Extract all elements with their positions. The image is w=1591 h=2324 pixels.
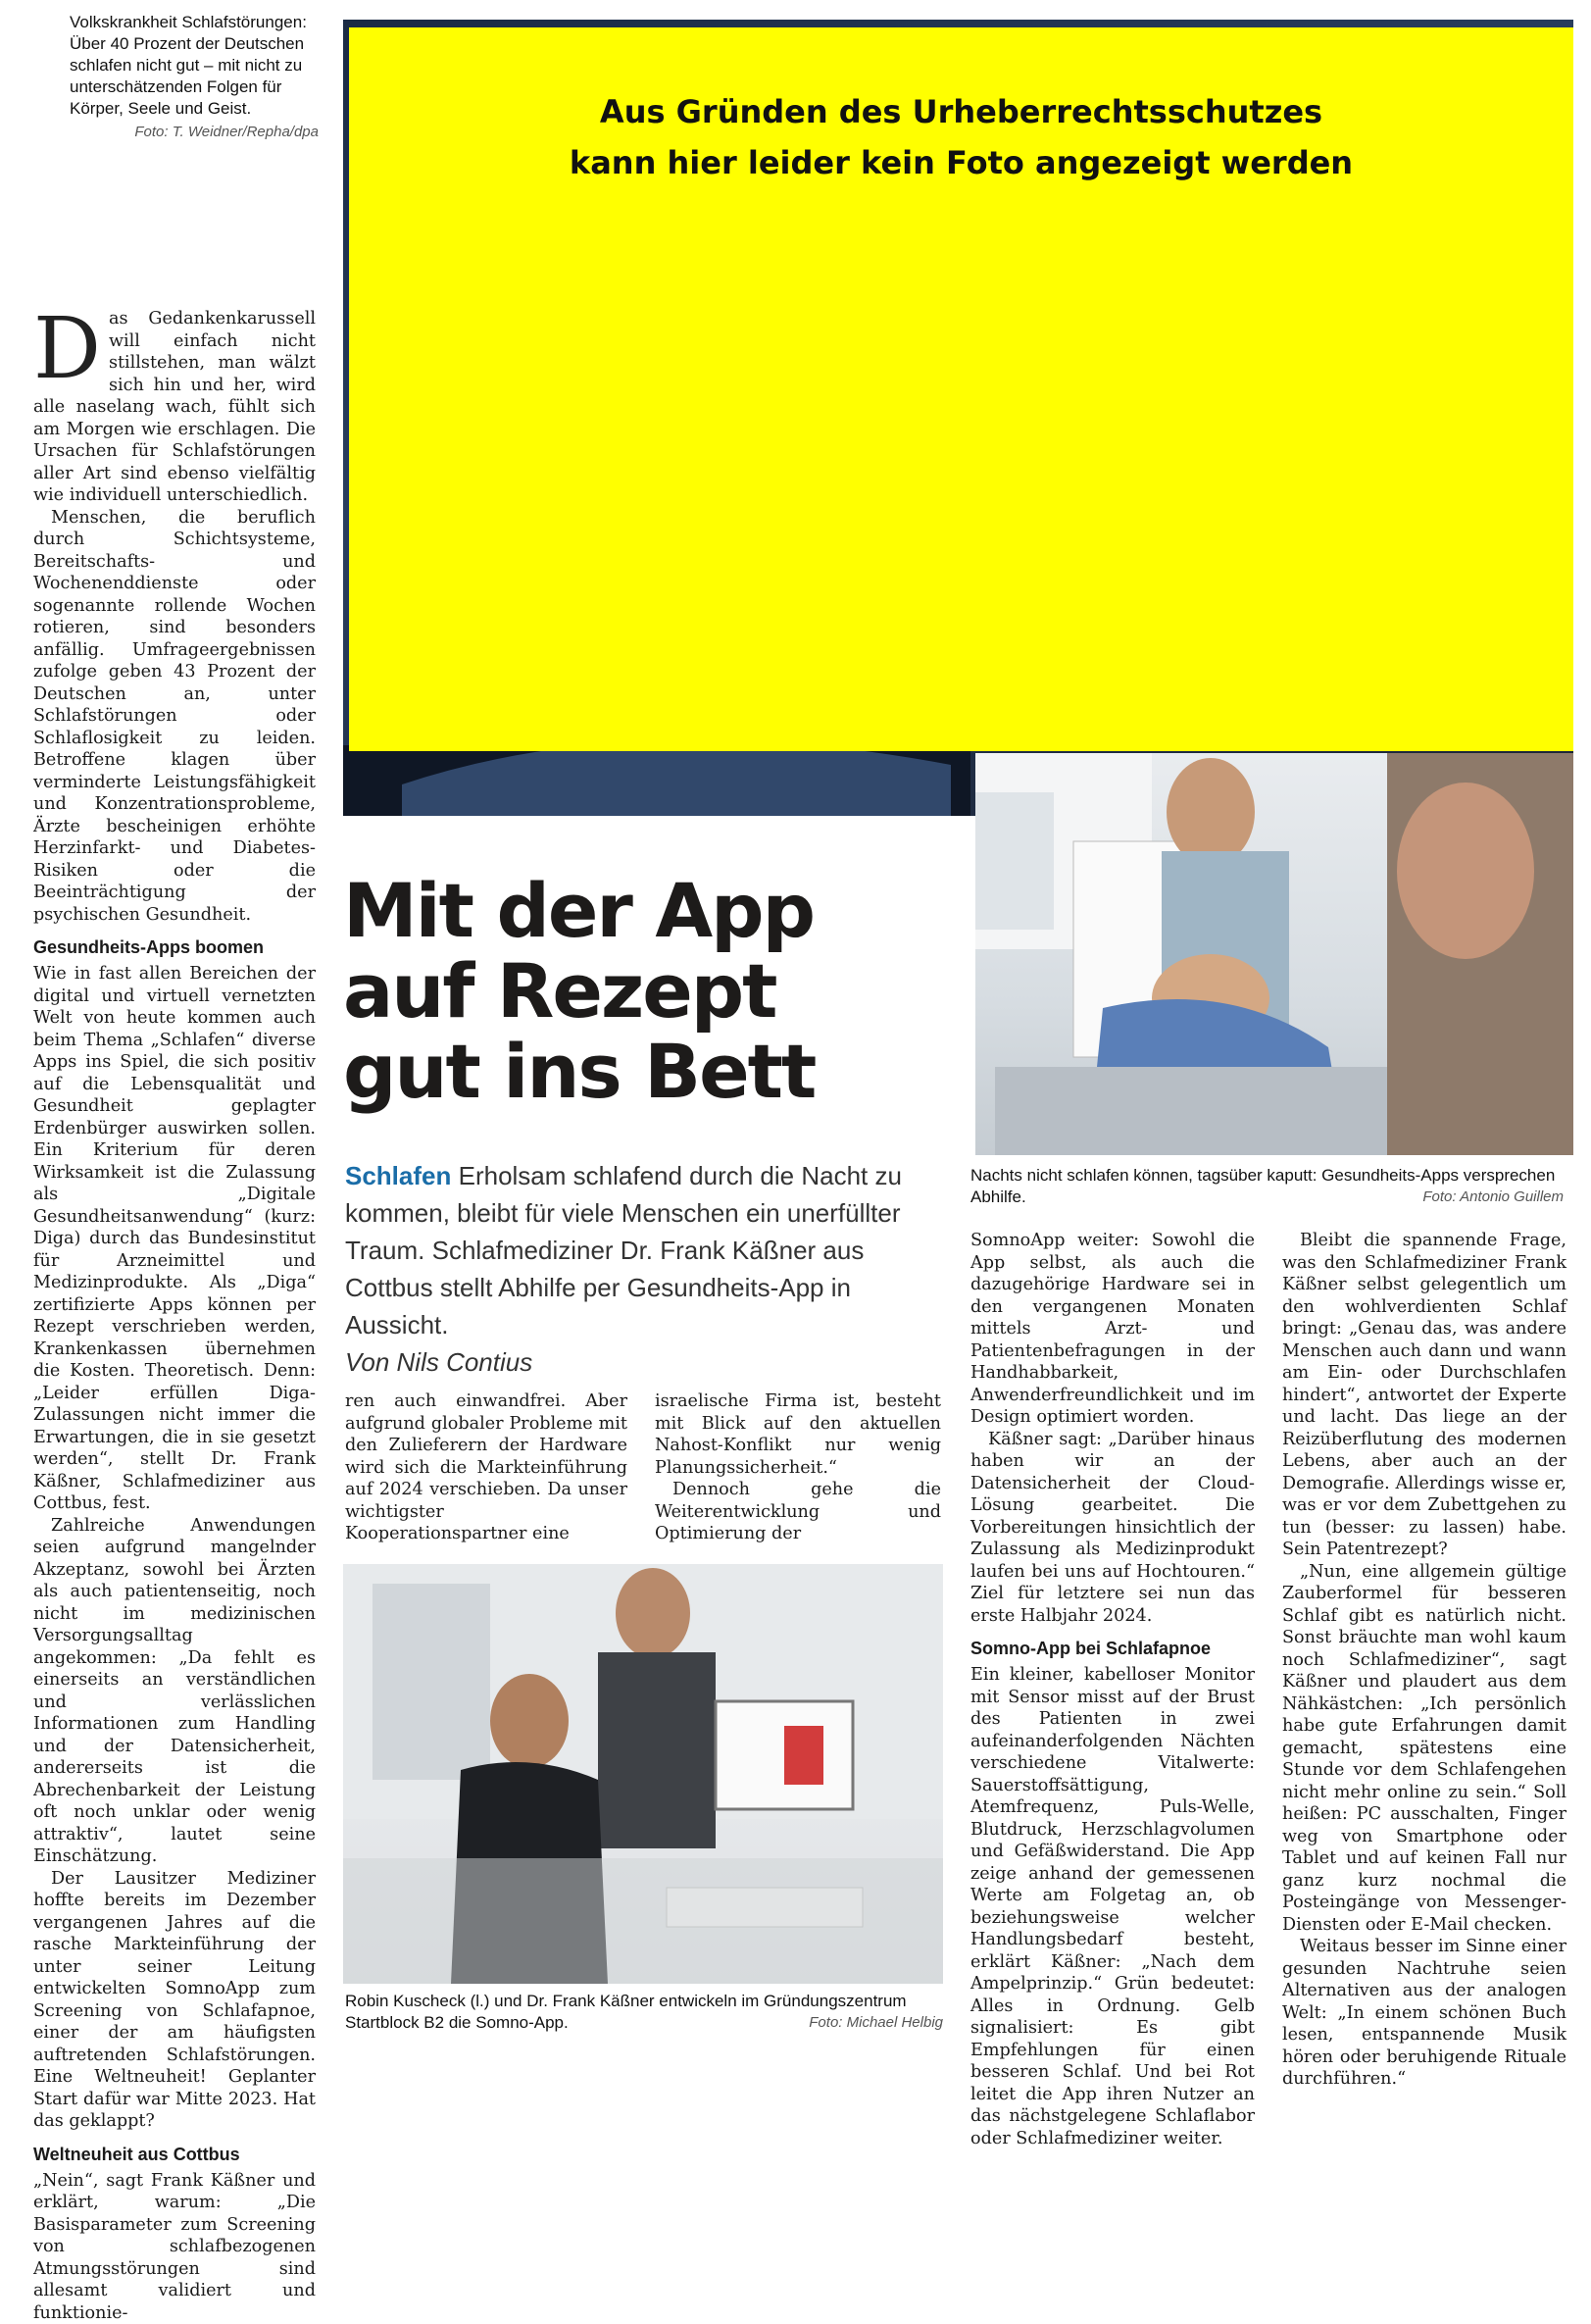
kicker: Schlafen [345, 1161, 451, 1190]
subheading-somno-app: Somno-App bei Schlafapnoe [970, 1637, 1255, 1660]
paragraph: Der Lausitzer Mediziner hoffte bereits im Dezember vergangenen Jahres auf die rasche Markteinführung der unter seiner Leitung entwickelten SomnoApp zum Screening von Schlafapnoe, einer der am häufigsten auftretenden Schlafstörungen. Eine Weltneuheit! Geplanter Start dafür war Mitte 2023. Hat das geklappt? [33, 1868, 316, 2133]
founders-caption-credit: Foto: Michael Helbig [809, 2012, 943, 2034]
copyright-line-2: kann hier leider kein Foto angezeigt werden [570, 137, 1353, 188]
paragraph: „Nun, eine allgemein gültige Zauberformel für besseren Schlaf gibt es natürlich nicht. Sonst bräuchte man wohl kaum noch Schlafmediziner“, sagt Käßner und plaudert aus dem Nähkästchen: „Ich persönlich habe gute Erfahrungen damit gemacht, spätestens eine Stunde vor dem Schlafengehen nicht mehr online zu sein.“ Soll heißen: PC ausschalten, Finger weg von Smartphone oder Tablet und auf keinen Fall nur ganz kurz nochmal die Posteingänge von Messenger-Diensten oder E-Mail checken. [1282, 1561, 1566, 1937]
lede-text: Erholsam schlafend durch die Nacht zu kommen, bleibt für viele Menschen ein unerfüllter Traum. Schlafmediziner Dr. Frank Käßner aus Cottbus stellt Abhilfe per Gesundheits-App in Aussicht. [345, 1161, 902, 1339]
article-column-2 [345, 1390, 627, 1545]
top-caption-text: Volkskrankheit Schlafstörungen: Über 40 Prozent der Deutschen schlafen nicht gut – mit nicht zu unterschätzenden Folgen für Körper, Seele und Geist. [70, 12, 319, 120]
office-caption-credit: Foto: Antonio Guillem [1422, 1187, 1564, 1208]
office-tired-photo [975, 753, 1573, 1155]
article-column-5 [1282, 1230, 1566, 2091]
headline-line-3: gut ins Bett [343, 1032, 961, 1112]
subheading-world-first: Weltneuheit aus Cottbus [33, 2143, 316, 2166]
founders-photo-caption [345, 1991, 943, 2034]
paragraph: Ein kleiner, kabelloser Monitor mit Sensor misst auf der Brust des Patienten in zwei aufeinanderfolgenden Nächten verschiedene Vitalwerte: Sauerstoffsättigung, Atemfrequenz, Puls-Welle, Blutdruck, Herzschlagvolumen und Gefäßwiderstand. Die App zeige anhand der gemessenen Werte am Folgetag an, ob beziehungsweise welcher Handlungsbedarf besteht, erklärt Käßner: „Nach dem Ampelprinzip.“ Grün bedeutet: Alles in Ordnung. Gelb signalisiert: Es gibt Empfehlungen für einen besseren Schlaf. Und bei Rot leitet die App ihren Nutzer an das nächstgelegene Schlaflabor oder Schlafmediziner weiter. [970, 1664, 1255, 2149]
article-column-3 [655, 1390, 941, 1545]
article-column-1 [33, 308, 316, 2324]
lede [345, 1157, 953, 1381]
office-caption-text: Nachts nicht schlafen können, tagsüber kaputt: Gesundheits-Apps versprechen Abhilfe. [970, 1166, 1555, 1206]
office-photo-shapes [975, 753, 1573, 1155]
top-photo-caption [70, 12, 319, 143]
paragraph: „Nein“, sagt Frank Käßner und erklärt, warum: „Die Basisparameter zum Screening von schlafbezogenen Atmungsstörungen sind allesamt validiert und funktionie- [33, 2170, 316, 2324]
subheading-apps-boom: Gesundheits-Apps boomen [33, 935, 316, 959]
paragraph: SomnoApp weiter: Sowohl die App selbst, als auch die dazugehörige Hardware sei in den vergangenen Monaten mittels Arzt- und Patientenbefragungen in der Handhabbarkeit, Anwenderfreundlichkeit und im Design optimiert worden. [970, 1230, 1255, 1429]
paragraph: Dennoch gehe die Weiterentwicklung und Optimierung der [655, 1479, 941, 1545]
headline-line-1: Mit der App [343, 871, 961, 951]
paragraph: Bleibt die spannende Frage, was den Schlafmediziner Frank Käßner selbst gelegentlich um den wohlverdienten Schlaf bringt: „Genau das, was andere Menschen auch dann und wann am Ein- oder Durchschlafen hindert“, antwortet der Experte und lacht. Das liege an der Reizüberflutung des modernen Lebens, aber auch an der Demografie. Allerdings wisse er, was er vor dem Zubettgehen zu tun (besser: zu lassen) habe. Sein Patentrezept? [1282, 1230, 1566, 1561]
headline [343, 871, 961, 1112]
copyright-notice [570, 86, 1353, 751]
top-caption-credit: Foto: T. Weidner/Repha/dpa [70, 122, 319, 143]
paragraph: Wie in fast allen Bereichen der digital und virtuell vernetzten Welt von heute kommen auch beim Thema „Schlafen“ diverse Apps ins Spiel, die sich positiv auf die Lebensqualität und Gesundheit geplagter Erdenbürger auswirken sollen. Ein Kriterium für deren Wirksamkeit ist die Zulassung als „Digitale Gesundheitsanwendung“ (kurz: Diga) durch das Bundesinstitut für Arzneimittel und Medizinprodukte. Als „Diga“ zertifizierte Apps können per Rezept verschrieben werden, Krankenkassen übernehmen die Kosten. Theoretisch. Denn: „Leider erfüllen Diga-Zulassungen nicht immer die Erwartungen, die in sie gesetzt werden“, stellt Dr. Frank Käßner, Schlafmediziner aus Cottbus, fest. [33, 963, 316, 1515]
paragraph: Weitaus besser im Sinne einer gesunden Nachtruhe seien Alternativen aus der analogen Welt: „In einem schönen Buch lesen, entspannende Musik hören oder beruhigende Rituale durchführen.“ [1282, 1936, 1566, 2091]
drop-cap: D [33, 314, 101, 384]
opening-text: as Gedankenkarussell will einfach nicht stillstehen, man wälzt sich hin und her, wird alle naselang wach, fühlt sich am Morgen wie erschlagen. Die Ursachen für Schlafstörungen aller Art sind ebenso vielfältig wie individuell unterschiedlich. [33, 309, 316, 505]
paragraph: Zahlreiche Anwendungen seien aufgrund mangelnder Akzeptanz, sowohl bei Ärzten als auch patientenseitig, noch nicht im medizinischen Versorgungsalltag angekommen: „Da fehlt es einerseits an verständlichen und verlässlichen Informationen zum Handling und der Datensicherheit, andererseits ist die Abrechenbarkeit der Leistung oft noch unklar oder wenig attraktiv“, lautet seine Einschätzung. [33, 1515, 316, 1868]
office-photo-caption [970, 1165, 1564, 1208]
paragraph: Menschen, die beruflich durch Schichtsysteme, Bereitschafts- und Wochenenddienste oder sogenannte rollende Wochen rotieren, sind besonders anfällig. Umfrageergebnissen zufolge geben 43 Prozent der Deutschen an, unter Schlafstörungen oder Schlaflosigkeit zu leiden. Betroffene klagen über verminderte Leistungsfähigkeit und Konzentrationsprobleme, Ärzte bescheinigen erhöhte Herzinfarkt- und Diabetes-Risiken oder die Beeinträchtigung der psychischen Gesundheit. [33, 507, 316, 927]
copyright-line-1: Aus Gründen des Urheberrechtsschutzes [570, 86, 1353, 137]
founders-photo-shapes [343, 1564, 943, 1984]
paragraph: ren auch einwandfrei. Aber aufgrund globaler Probleme mit den Zulieferern der Hardware wird sich die Markteinführung auf 2024 verschieben. Da unser wichtigster Kooperationspartner eine [345, 1390, 627, 1545]
byline: Von Nils Contius [345, 1343, 953, 1381]
paragraph: israelische Firma ist, besteht mit Blick auf den aktuellen Nahost-Konflikt nur wenig Planungssicherheit.“ [655, 1390, 941, 1479]
copyright-placeholder [349, 27, 1573, 751]
founders-photo [343, 1564, 943, 1984]
article-column-4 [970, 1230, 1255, 2149]
paragraph: Käßner sagt: „Darüber hinaus haben wir an der Datensicherheit der Cloud-Lösung gearbeitet. Die Vorbereitungen hinsichtlich der Zulassung als Medizinprodukt laufen bei uns auf Hochtouren.“ Ziel für letztere sei nun das erste Halbjahr 2024. [970, 1429, 1255, 1628]
headline-line-2: auf Rezept [343, 951, 961, 1032]
founders-caption-text: Robin Kuscheck (l.) und Dr. Frank Käßner entwickeln im Gründungszentrum Startblock B2 die Somno-App. [345, 1992, 907, 2032]
opening-paragraph [33, 308, 316, 507]
